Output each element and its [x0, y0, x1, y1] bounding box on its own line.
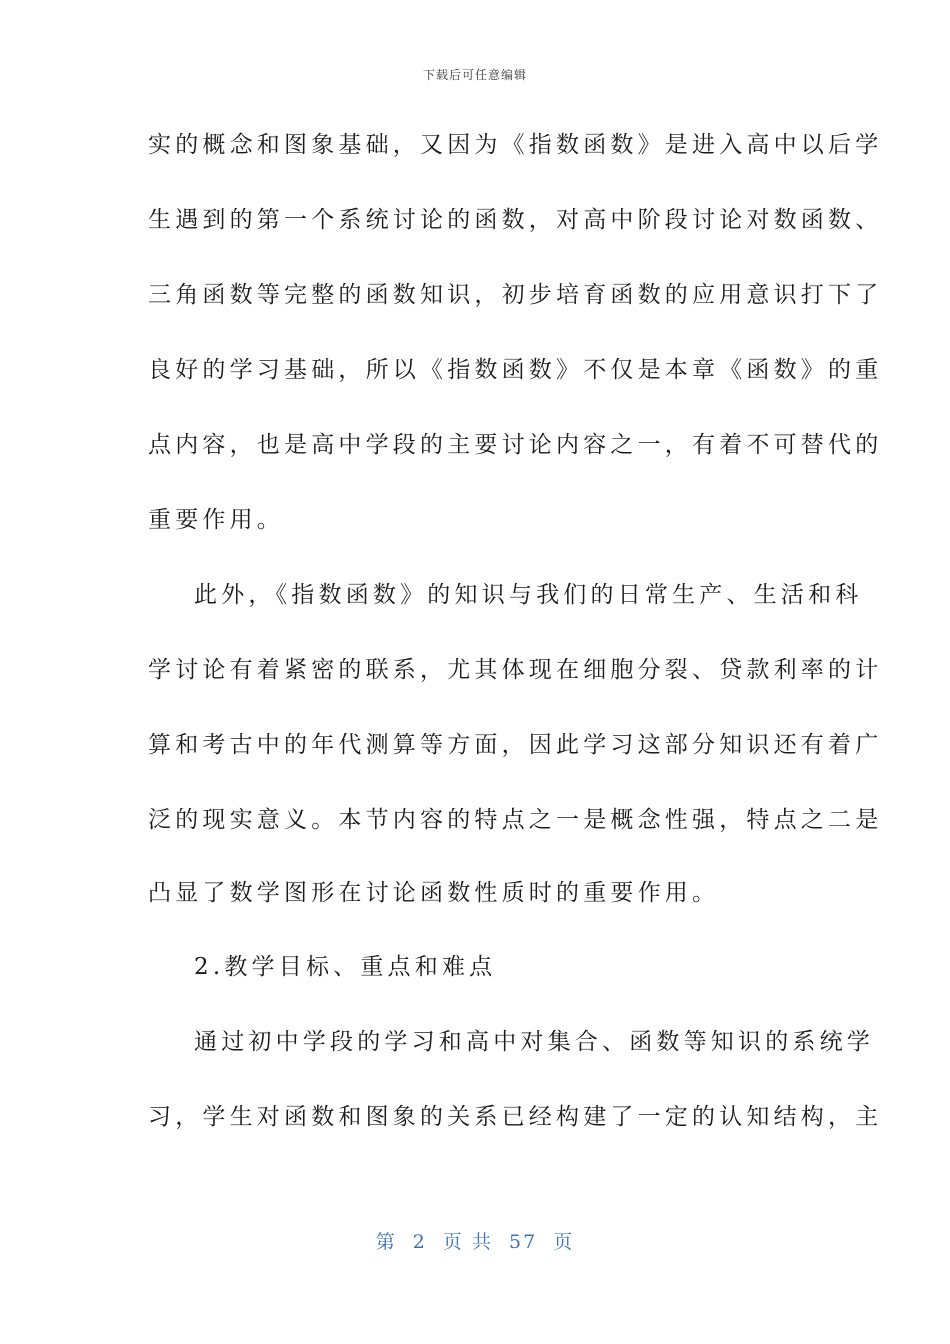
paragraph-line: 泛的现实意义。本节内容的特点之一是概念性强，特点之二是 [148, 807, 883, 833]
footer-middle: 页 共 [442, 1231, 493, 1253]
footer-suffix: 页 [553, 1231, 575, 1253]
page-number: 2 [412, 1231, 427, 1253]
paragraph-line: 良好的学习基础，所以《指数函数》不仅是本章《函数》的重 [148, 357, 883, 383]
section-heading: 2.教学目标、重点和难点 [194, 954, 497, 980]
paragraph-line: 实的概念和图象基础，又因为《指数函数》是进入高中以后学 [148, 132, 883, 158]
paragraph-line: 此外，《指数函数》的知识与我们的日常生产、生活和科 [194, 582, 863, 608]
paragraph-line: 通过初中学段的学习和高中对集合、函数等知识的系统学 [194, 1029, 874, 1055]
paragraph-line: 生遇到的第一个系统讨论的函数，对高中阶段讨论对数函数、 [148, 207, 883, 233]
paragraph-line: 算和考古中的年代测算等方面，因此学习这部分知识还有着广 [148, 732, 883, 758]
paragraph-line: 点内容，也是高中学段的主要讨论内容之一，有着不可替代的 [148, 432, 883, 458]
page-header: 下载后可任意编辑 [422, 68, 527, 82]
page-footer [0, 1227, 950, 1254]
paragraph-line: 学讨论有着紧密的联系，尤其体现在细胞分裂、贷款利率的计 [148, 657, 883, 683]
paragraph-line: 重要作用。 [148, 507, 284, 533]
total-pages: 57 [509, 1231, 538, 1253]
paragraph-line: 凸显了数学图形在讨论函数性质时的重要作用。 [148, 880, 720, 906]
paragraph-line: 三角函数等完整的函数知识，初步培育函数的应用意识打下了 [148, 282, 883, 308]
paragraph-line: 习，学生对函数和图象的关系已经构建了一定的认知结构，主 [148, 1104, 883, 1130]
footer-prefix: 第 [375, 1231, 397, 1253]
